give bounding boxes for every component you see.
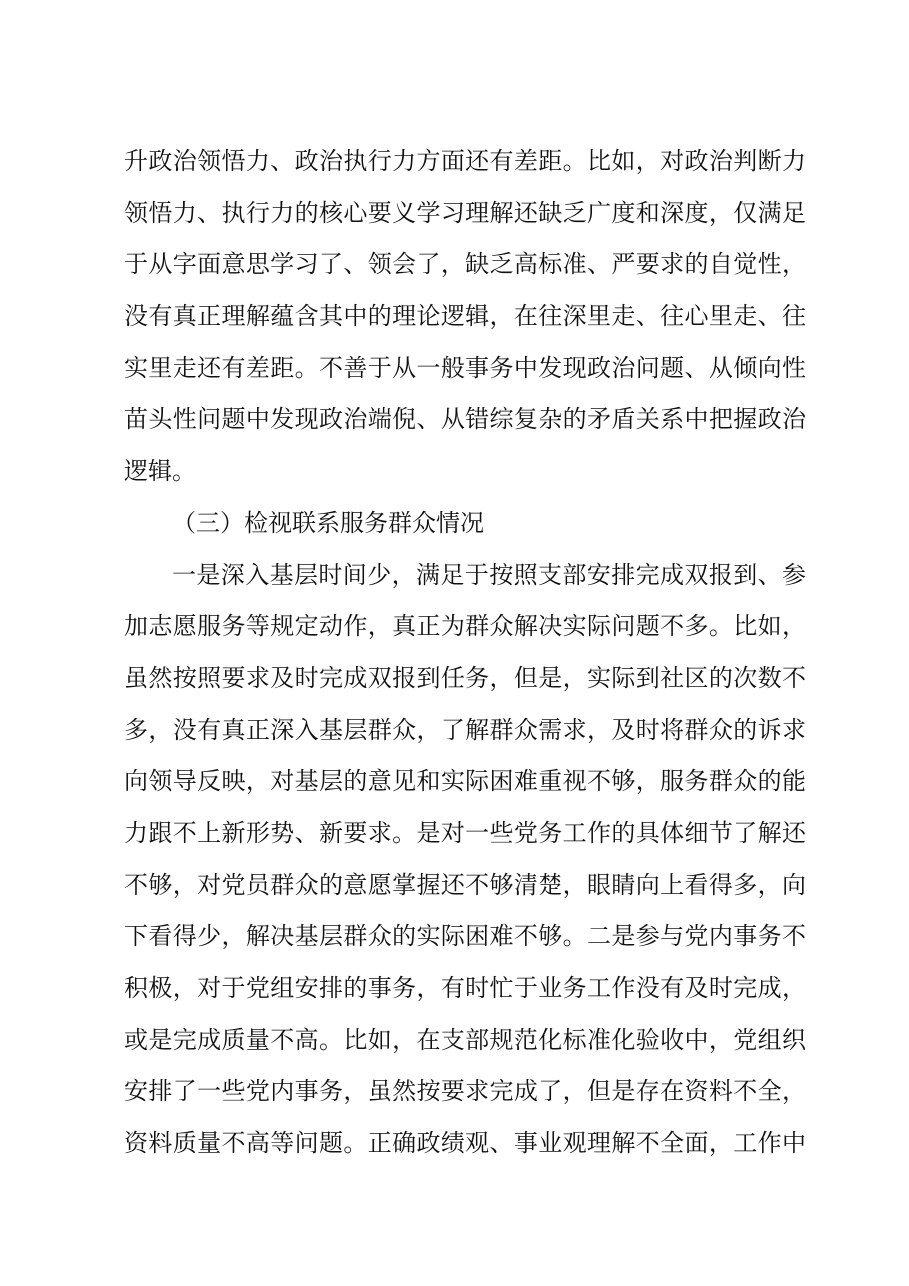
text-line: 实里走还有差距。不善于从一般事务中发现政治问题、从倾向性: [124, 353, 806, 382]
text-line: 资料质量不高等问题。正确政绩观、事业观理解不全面，工作中: [124, 1129, 806, 1158]
text-line: 逻辑。: [124, 457, 196, 486]
text-line: 力跟不上新形势、新要求。是对一些党务工作的具体细节了解还: [124, 818, 806, 847]
section-heading: （三）检视联系服务群众情况: [172, 508, 484, 537]
paragraph-political-capability: [124, 136, 806, 498]
text-line: 多，没有真正深入基层群众，了解群众需求，及时将群众的诉求: [124, 715, 806, 744]
text-line: 加志愿服务等规定动作，真正为群众解决实际问题不多。比如，: [124, 612, 806, 641]
text-line: 升政治领悟力、政治执行力方面还有差距。比如，对政治判断力: [124, 147, 806, 175]
text-line: 苗头性问题中发现政治端倪、从错综复杂的矛盾关系中把握政治: [124, 405, 806, 434]
text-line: 不够，对党员群众的意愿掌握还不够清楚，眼睛向上看得多，向: [124, 870, 806, 899]
text-line: 下看得少，解决基层群众的实际困难不够。二是参与党内事务不: [124, 922, 806, 951]
text-line: 或是完成质量不高。比如，在支部规范化标准化验收中，党组织: [124, 1025, 806, 1054]
document-page: [124, 136, 806, 1170]
text-line: 没有真正理解蕴含其中的理论逻辑，在往深里走、往心里走、往: [124, 302, 806, 331]
text-line: 积极，对于党组安排的事务，有时忙于业务工作没有及时完成，: [124, 974, 806, 1002]
text-line: 领悟力、执行力的核心要义学习理解还缺乏广度和深度，仅满足: [124, 198, 806, 227]
text-line: 于从字面意思学习了、领会了，缺乏高标准、严要求的自觉性，: [124, 250, 806, 279]
text-line: 安排了一些党内事务，虽然按要求完成了，但是存在资料不全，: [124, 1077, 806, 1106]
text-line: 向领导反映，对基层的意见和实际困难重视不够，服务群众的能: [124, 767, 806, 796]
paragraph-serving-masses: [124, 550, 806, 1170]
text-line: 一是深入基层时间少，满足于按照支部安排完成双报到、参: [172, 560, 806, 589]
text-line: 虽然按照要求及时完成双报到任务，但是，实际到社区的次数不: [124, 663, 806, 692]
